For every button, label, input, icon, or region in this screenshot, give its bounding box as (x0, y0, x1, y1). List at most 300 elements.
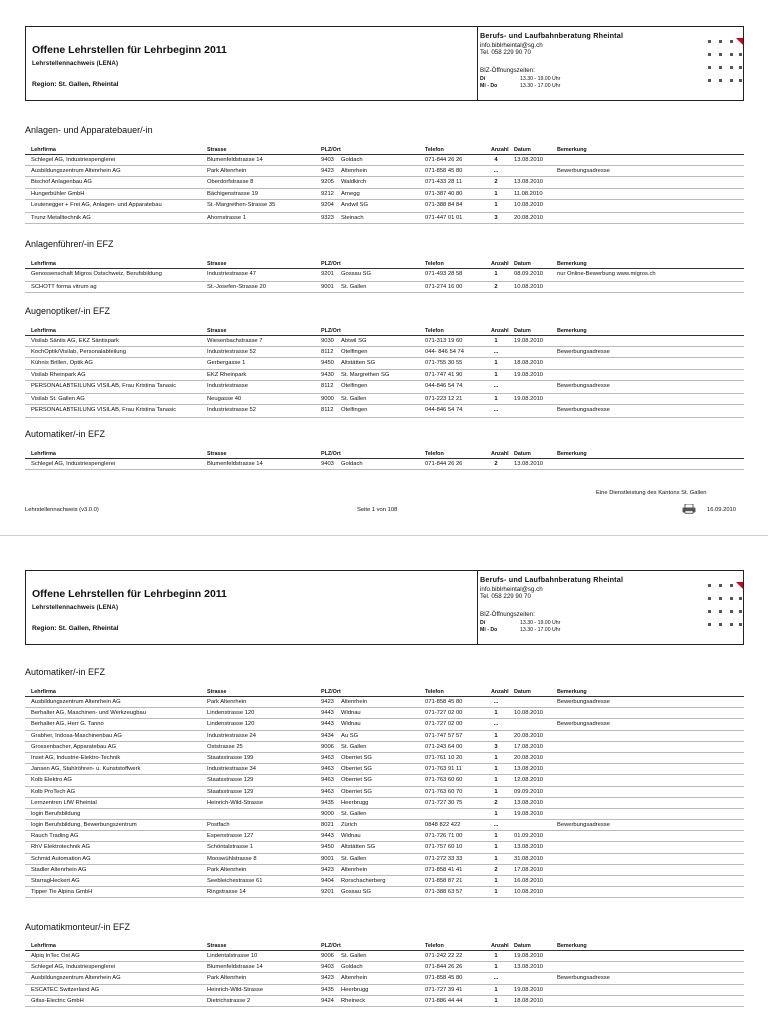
table-row (25, 742, 744, 753)
cell-strasse: Lindenstrasse 120 (207, 721, 255, 728)
cell-telefon: 044-846 54 74 (425, 382, 463, 389)
cell-ort: Steinach (341, 214, 364, 221)
table-row (25, 155, 744, 166)
cell-plz: 8112 (321, 382, 334, 389)
cell-datum: 10.08.2010 (514, 889, 544, 896)
column-header-datum: Datum (514, 328, 531, 334)
cell-plz: 9450 (321, 360, 334, 367)
cell-datum: 19.08.2010 (514, 986, 544, 993)
cell-strasse: Staatsstrasse 199 (207, 754, 254, 761)
cell-lehrfirma: Trunz Metalltechnik AG (31, 214, 91, 221)
table-row (25, 719, 744, 730)
cell-datum: 10.08.2010 (514, 284, 544, 290)
table-row (25, 820, 744, 831)
cell-bemerkung: Bewerbungsadresse (557, 168, 610, 175)
table-rows (25, 336, 744, 418)
cell-datum: 17.08.2010 (514, 743, 544, 750)
table-row (25, 405, 744, 418)
cell-lehrfirma: Jansen AG, Stahlröhren- u. Kunststoffwerk (31, 766, 141, 773)
cell-telefon: 071-858 45 80 (425, 168, 463, 175)
cell-plz: 9001 (321, 855, 334, 862)
page-divider (0, 535, 768, 536)
cell-telefon: 071-763 60 60 (425, 777, 463, 784)
cell-telefon: 071-727 02 00 (425, 721, 463, 728)
cell-strasse: Heinrich-Wild-Strasse (207, 986, 264, 993)
cell-telefon: 071-858 87 21 (425, 878, 463, 884)
email-link[interactable]: info.biblrheintal@sg.ch (480, 42, 543, 49)
cell-bemerkung: Bewerbungsadresse (557, 406, 610, 413)
table-header (25, 942, 744, 951)
header-right (480, 571, 743, 644)
cell-lehrfirma: login Berufsbildung (31, 810, 81, 817)
cell-datum: 13.08.2010 (514, 799, 544, 806)
cell-telefon: 071-727 39 41 (425, 986, 463, 993)
cell-telefon: 071-844 26 26 (425, 157, 463, 163)
cell-datum: 10.08.2010 (514, 710, 544, 717)
column-header-plz: PLZ/Ort (321, 147, 341, 153)
cell-plz: 9201 (321, 271, 334, 277)
cell-lehrfirma: Ausbildungszentrum Altenrhein AG (31, 699, 121, 705)
cell-ort: St. Gallen (341, 810, 367, 817)
cell-telefon: 071-272 33 33 (425, 855, 463, 862)
page-number: Seite 1 von 108 (357, 507, 398, 513)
cell-plz: 9463 (321, 754, 334, 761)
column-header-anzahl: Anzahl (491, 328, 509, 334)
column-header-telefon: Telefon (425, 328, 444, 334)
cell-telefon: 071-388 63 57 (425, 889, 463, 896)
cell-plz: 9430 (321, 371, 334, 378)
cell-datum: 19.08.2010 (514, 371, 544, 378)
email-link[interactable]: info.biblrheintal@sg.ch (480, 586, 543, 593)
cell-ort: Rorschacherberg (341, 878, 386, 884)
cell-datum: 13.08.2010 (514, 964, 544, 971)
table-row (25, 753, 744, 764)
cell-lehrfirma: Stadler Altenrhein AG (31, 866, 87, 873)
cell-anzahl: 1 (494, 395, 498, 402)
column-header-telefon: Telefon (425, 147, 444, 153)
cell-telefon: 071-727 30 75 (425, 799, 463, 806)
cell-telefon: 071-447 01 01 (425, 214, 463, 221)
cell-anzahl: 2 (494, 284, 498, 290)
cell-datum: 13.08.2010 (514, 844, 544, 851)
hours-row: Di 13.30 - 19.00 Uhr (480, 76, 561, 82)
cell-telefon: 071-747 57 57 (425, 732, 463, 739)
cell-plz: 9006 (321, 743, 334, 750)
cell-anzahl: 1 (494, 766, 498, 773)
cell-anzahl: 1 (494, 190, 498, 197)
cell-datum: 09.09.2010 (514, 788, 544, 795)
cell-plz: 9205 (321, 179, 334, 186)
cell-strasse: Staatsstrasse 129 (207, 788, 254, 795)
hours-row: Mi - Do 13.30 - 17.00 Uhr (480, 627, 561, 633)
table-row (25, 358, 744, 369)
cell-plz: 9403 (321, 157, 334, 163)
cell-lehrfirma: Kühnis Brillen, Optik AG (31, 360, 93, 367)
cell-anzahl: 2 (494, 799, 498, 806)
cell-datum: 13.08.2010 (514, 179, 544, 186)
section-title: Anlagen- und Apparatebauer/-in (25, 125, 153, 135)
cell-strasse: Schöntalstrasse 1 (207, 844, 254, 851)
cell-plz: 9000 (321, 395, 334, 402)
cell-ort: Otelfingen (341, 349, 368, 356)
cell-lehrfirma: Berhalter AG, Maschinen- und Werkzeugbau (31, 710, 146, 717)
page-subtitle: Lehrstellennachweis (LENA) (32, 604, 119, 611)
table-row (25, 731, 744, 742)
cell-ort: Waldkirch (341, 179, 367, 186)
cell-anzahl: 1 (494, 777, 498, 784)
column-header-strasse: Strasse (207, 328, 227, 334)
footer-department: Eine Dienstleistung des Kantons St. Gallen (596, 490, 707, 496)
cell-anzahl: ... (493, 699, 499, 705)
cell-telefon: 071-274 16 00 (425, 284, 463, 290)
cell-lehrfirma: SCHOTT forma vitrum ag (31, 284, 97, 290)
cell-plz: 8021 (321, 822, 334, 829)
cell-plz: 9403 (321, 964, 334, 971)
cell-anzahl: 1 (494, 953, 498, 959)
cell-ort: Oberriet SG (341, 766, 372, 773)
cell-telefon: 071-858 45 80 (425, 975, 463, 982)
column-header-bemerkung: Bemerkung (557, 689, 587, 695)
cell-strasse: Park Altenrhein (207, 168, 247, 175)
phone-number: Tel. 058 229 90 70 (480, 593, 531, 600)
cell-strasse: Oststrasse 25 (207, 743, 243, 750)
cell-strasse: Espenstrasse 127 (207, 833, 254, 840)
table-rows (25, 951, 744, 1007)
column-header-telefon: Telefon (425, 689, 444, 695)
cell-lehrfirma: Visilab St. Gallen AG (31, 395, 85, 402)
table-row (25, 775, 744, 786)
column-header-plz: PLZ/Ort (321, 328, 341, 334)
cell-ort: Oberriet SG (341, 754, 372, 761)
cell-telefon: 071-242 22 22 (425, 953, 463, 959)
table-row (25, 787, 744, 798)
section-title: Automatiker/-in EFZ (25, 667, 106, 677)
cell-anzahl: 1 (494, 986, 498, 993)
cell-strasse: Industriestrasse 34 (207, 766, 256, 773)
cell-lehrfirma: Ausbildungszentrum Altenrhein AG (31, 168, 121, 175)
cell-bemerkung: Bewerbungsadresse (557, 975, 610, 982)
cell-strasse: Seebleichestrasse 61 (207, 878, 263, 884)
table-row (25, 708, 744, 719)
table-row (25, 996, 744, 1007)
table-row (25, 166, 744, 177)
column-header-strasse: Strasse (207, 689, 227, 695)
cell-lehrfirma: Hungerbühler GmbH (31, 190, 85, 197)
cell-datum: 12.08.2010 (514, 777, 544, 784)
cell-strasse: Neugasse 40 (207, 395, 242, 402)
cell-lehrfirma: Schlegel AG, Industriespenglerei (31, 157, 116, 163)
cell-plz: 9423 (321, 699, 334, 705)
cell-datum: 19.08.2010 (514, 338, 544, 344)
cell-anzahl: 1 (494, 997, 498, 1004)
printer-icon[interactable] (682, 504, 696, 514)
cell-datum: 17.08.2010 (514, 866, 544, 873)
cell-anzahl: 1 (494, 833, 498, 840)
cell-telefon: 071-886 44 44 (425, 997, 463, 1004)
cell-lehrfirma: Visilab Säntis AG, EKZ Säntispark (31, 338, 119, 344)
table-row (25, 831, 744, 842)
cell-telefon: 071-844 26 26 (425, 461, 463, 467)
cell-plz: 9463 (321, 788, 334, 795)
cell-telefon: 071-763 91 11 (425, 766, 462, 773)
cell-bemerkung: Bewerbungsadresse (557, 382, 610, 389)
cell-datum: 18.08.2010 (514, 997, 544, 1004)
org-name: Berufs- und Laufbahnberatung Rheintal (480, 575, 624, 584)
column-header-plz: PLZ/Ort (321, 689, 341, 695)
table-row (25, 269, 744, 282)
cell-anzahl: ... (493, 721, 499, 728)
cell-anzahl: 1 (494, 844, 498, 851)
cell-ort: St. Margrethen SG (341, 371, 390, 378)
cell-plz: 9404 (321, 878, 334, 884)
cell-strasse: Heinrich-Wild-Strasse (207, 799, 264, 806)
cell-telefon: 0848 822 422 (425, 822, 461, 829)
cell-anzahl: ... (493, 382, 499, 389)
cell-strasse: Ahornstrasse 1 (207, 214, 246, 221)
cell-telefon: 071-727 02 00 (425, 710, 463, 717)
cell-anzahl: 1 (494, 878, 498, 884)
table-row (25, 809, 744, 820)
column-header-plz: PLZ/Ort (321, 261, 341, 267)
cell-strasse: Industriestrasse 47 (207, 271, 256, 277)
column-header-datum: Datum (514, 261, 531, 267)
hours-label: BIZ-Öffnungszeiten: (480, 611, 535, 618)
cell-lehrfirma: Grabher, Indosa-Maschinenbau AG (31, 732, 122, 739)
cell-lehrfirma: Genossenschaft Migros Ostschweiz, Berufsbildung (31, 271, 162, 277)
column-header-bemerkung: Bemerkung (557, 261, 587, 267)
cell-lehrfirma: Schlegel AG, Industriespenglerei (31, 964, 116, 971)
cell-datum: 18.08.2010 (514, 360, 544, 367)
cell-lehrfirma: Leutenegger + Frei AG, Anlagen- und Apparatebau (31, 201, 162, 208)
table-row (25, 213, 744, 224)
cell-telefon: 071-858 41 41 (425, 866, 463, 873)
cell-anzahl: 1 (494, 371, 498, 378)
cell-plz: 9212 (321, 190, 334, 197)
cell-strasse: Staatsstrasse 129 (207, 777, 254, 784)
cell-anzahl: 1 (494, 889, 498, 896)
canton-logo-icon (708, 40, 742, 86)
cell-telefon: 071-761 10 20 (425, 754, 463, 761)
table-rows (25, 155, 744, 224)
cell-ort: Gossau SG (341, 889, 371, 896)
cell-strasse: Mooswühlstrasse 8 (207, 855, 257, 862)
cell-anzahl: 1 (494, 201, 498, 208)
header-left (26, 27, 478, 100)
cell-datum: 20.08.2010 (514, 214, 544, 221)
table-row (25, 973, 744, 984)
column-header-firma: Lehrfirma (31, 328, 56, 334)
cell-anzahl: 2 (494, 866, 498, 873)
cell-datum: 01.09.2010 (514, 833, 544, 840)
column-header-bemerkung: Bemerkung (557, 451, 587, 457)
cell-strasse: Gerbergasse 1 (207, 360, 246, 367)
table-header (25, 327, 744, 336)
cell-lehrfirma: Schlegel AG, Industriespenglerei (31, 461, 116, 467)
cell-ort: Widnau (341, 721, 361, 728)
cell-lehrfirma: Berhalter AG, Herr G. Tanno (31, 721, 104, 728)
cell-lehrfirma: Ausbildungszentrum Altenrhein AG (31, 975, 121, 982)
cell-datum: 08.09.2010 (514, 271, 544, 277)
cell-ort: Altenrhein (341, 699, 368, 705)
cell-lehrfirma: Grossenbacher, Apparatebau AG (31, 743, 117, 750)
cell-plz: 9463 (321, 766, 334, 773)
column-header-plz: PLZ/Ort (321, 943, 341, 949)
cell-telefon: 071-243 64 00 (425, 743, 463, 750)
cell-ort: Goldach (341, 157, 363, 163)
cell-strasse: Park Altenrhein (207, 975, 247, 982)
cell-telefon: 071-223 12 21 (425, 395, 463, 402)
cell-datum: 11.08.2010 (514, 190, 543, 197)
cell-strasse: Ringstrasse 14 (207, 889, 246, 896)
cell-datum: 31.08.2010 (514, 855, 544, 862)
cell-plz: 9403 (321, 461, 334, 467)
table-row (25, 697, 744, 708)
table-row (25, 985, 744, 996)
cell-lehrfirma: PERSONALABTEILUNG VISILAB, Frau Kristina Tanasic (31, 406, 177, 413)
column-header-telefon: Telefon (425, 261, 444, 267)
cell-anzahl: ... (493, 168, 499, 175)
cell-lehrfirma: Visilab Rheinpark AG (31, 371, 86, 378)
cell-ort: Heerbrugg (341, 799, 369, 806)
cell-plz: 9443 (321, 721, 334, 728)
cell-plz: 9423 (321, 168, 334, 175)
cell-anzahl: 1 (494, 732, 498, 739)
cell-lehrfirma: Rauch Trading AG (31, 833, 79, 840)
cell-bemerkung: Bewerbungsadresse (557, 822, 610, 829)
table-header (25, 260, 744, 269)
cell-anzahl: ... (493, 406, 499, 413)
table-header (25, 688, 744, 697)
cell-ort: Goldach (341, 964, 363, 971)
cell-lehrfirma: Inset AG, Industrie-Elektro-Technik (31, 754, 121, 761)
table-header (25, 146, 744, 155)
cell-strasse: Postfach (207, 822, 230, 829)
cell-anzahl: 3 (494, 214, 498, 221)
page-header (25, 26, 744, 101)
cell-ort: Widnau (341, 710, 361, 717)
column-header-telefon: Telefon (425, 943, 444, 949)
cell-strasse: Industriestrasse (207, 382, 248, 389)
cell-plz: 9435 (321, 799, 334, 806)
cell-telefon: 071-388 84 84 (425, 201, 463, 208)
cell-ort: Otelfingen (341, 382, 368, 389)
cell-strasse: Park Altenrhein (207, 699, 247, 705)
cell-datum: 19.08.2010 (514, 395, 544, 402)
cell-strasse: Blumenfeldstrasse 14 (207, 157, 263, 163)
cell-lehrfirma: Kolb Elektro AG (31, 777, 72, 784)
cell-datum: 13.08.2010 (514, 461, 544, 467)
column-header-bemerkung: Bemerkung (557, 328, 587, 334)
phone-number: Tel. 058 229 90 70 (480, 49, 531, 56)
cell-ort: St. Gallen (341, 395, 367, 402)
cell-anzahl: 1 (494, 810, 498, 817)
cell-plz: 9435 (321, 986, 334, 993)
cell-lehrfirma: StarragHeckert AG (31, 878, 80, 884)
table-row (25, 798, 744, 809)
hours-row: Mi - Do 13.30 - 17.00 Uhr (480, 83, 561, 89)
cell-lehrfirma: ESCATEC Switzerland AG (31, 986, 100, 993)
column-header-bemerkung: Bemerkung (557, 943, 587, 949)
cell-ort: Andwil SG (341, 201, 369, 208)
cell-anzahl: 1 (494, 964, 498, 971)
cell-strasse: Oberdorfstrasse 8 (207, 179, 254, 186)
page-title: Offene Lehrstellen für Lehrbeginn 2011 (32, 44, 227, 56)
table-row (25, 865, 744, 876)
column-header-firma: Lehrfirma (31, 943, 56, 949)
cell-lehrfirma: Schmid Automation AG (31, 855, 91, 862)
table-row (25, 459, 744, 470)
cell-telefon: 071-433 28 11 (425, 179, 462, 186)
cell-datum: 19.08.2010 (514, 953, 544, 959)
cell-telefon: 071-858 45 80 (425, 699, 463, 705)
cell-lehrfirma: KochOptik/Visilab, Personalabteilung (31, 349, 126, 356)
page-subtitle: Lehrstellennachweis (LENA) (32, 60, 119, 67)
cell-anzahl: ... (493, 822, 499, 829)
cell-lehrfirma: Tipper Tie Alpina GmbH (31, 889, 93, 896)
section-title: Automatiker/-in EFZ (25, 429, 106, 439)
cell-plz: 9323 (321, 214, 334, 221)
cell-telefon: 071-493 28 58 (425, 271, 463, 277)
table-row (25, 282, 744, 293)
cell-anzahl: 1 (494, 360, 498, 367)
table-row (25, 189, 744, 200)
cell-lehrfirma: Alpiq InTec Ost AG (31, 953, 80, 959)
cell-datum: 16.08.2010 (514, 878, 544, 884)
cell-ort: St. Gallen (341, 855, 367, 862)
column-header-telefon: Telefon (425, 451, 444, 457)
cell-telefon: 071-747 41 90 (425, 371, 463, 378)
cell-strasse: Blumenfeldstrasse 14 (207, 964, 263, 971)
cell-ort: St. Gallen (341, 743, 367, 750)
cell-plz: 9000 (321, 810, 334, 817)
cell-plz: 9006 (321, 953, 334, 959)
cell-telefon: 071-755 30 55 (425, 360, 463, 367)
cell-ort: Heerbrugg (341, 986, 369, 993)
column-header-anzahl: Anzahl (491, 261, 509, 267)
cell-lehrfirma: Bischof Anlagenbau AG (31, 179, 92, 186)
cell-ort: St. Gallen (341, 284, 367, 290)
table-row (25, 200, 744, 213)
header-right (480, 27, 743, 100)
cell-telefon: 071-763 60 70 (425, 788, 463, 795)
cell-ort: Abtwil SG (341, 338, 367, 344)
cell-anzahl: 1 (494, 855, 498, 862)
cell-telefon: 071-726 71 00 (425, 833, 463, 840)
canton-logo-icon (708, 584, 742, 630)
column-header-firma: Lehrfirma (31, 261, 56, 267)
cell-plz: 9001 (321, 284, 334, 290)
cell-plz: 9204 (321, 201, 334, 208)
cell-anzahl: ... (493, 975, 499, 982)
cell-ort: Zürich (341, 822, 358, 829)
column-header-anzahl: Anzahl (491, 689, 509, 695)
cell-ort: Gossau SG (341, 271, 371, 277)
cell-anzahl: 1 (494, 788, 498, 795)
cell-strasse: Park Altenrhein (207, 866, 247, 873)
cell-plz: 9030 (321, 338, 334, 344)
section-title: Augenoptiker/-in EFZ (25, 306, 111, 316)
cell-anzahl: 1 (494, 710, 498, 717)
cell-plz: 9434 (321, 732, 334, 739)
region-label: Region: St. Gallen, Rheintal (32, 81, 119, 88)
column-header-anzahl: Anzahl (491, 943, 509, 949)
cell-datum: 20.08.2010 (514, 754, 544, 761)
column-header-datum: Datum (514, 689, 531, 695)
cell-telefon: 071-757 60 10 (425, 844, 463, 851)
column-header-anzahl: Anzahl (491, 147, 509, 153)
cell-plz: 9423 (321, 866, 334, 873)
cell-plz: 9463 (321, 777, 334, 784)
